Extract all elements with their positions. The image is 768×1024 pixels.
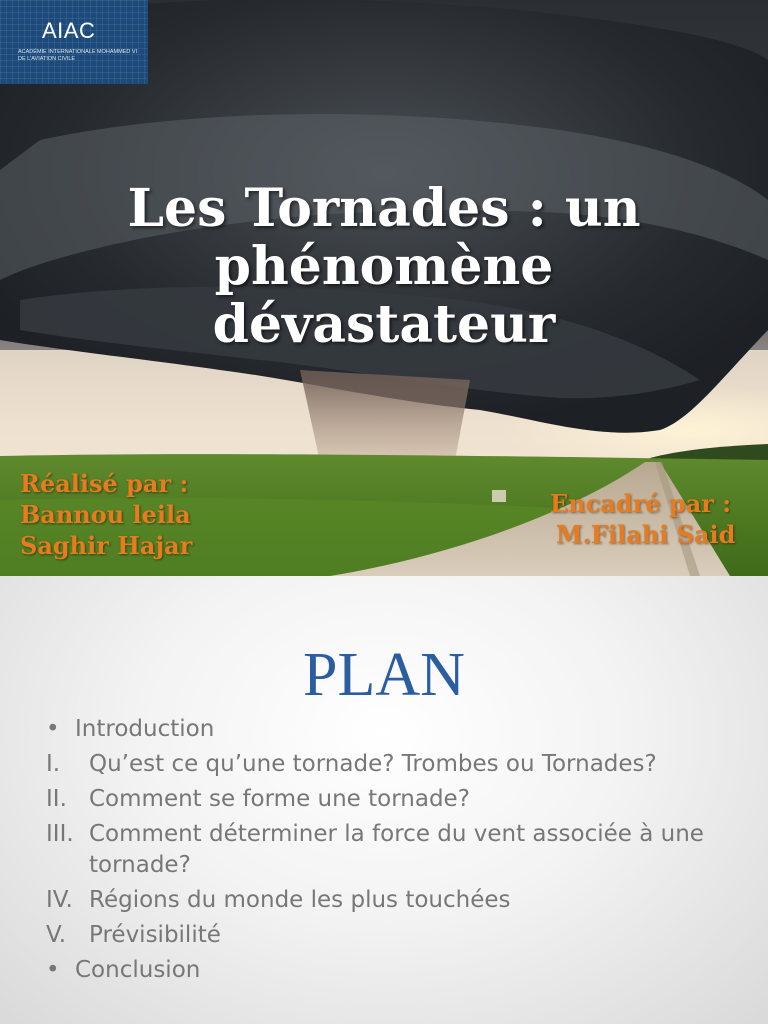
bullet-marker: • bbox=[46, 957, 60, 983]
aiac-logo bbox=[0, 0, 148, 84]
plan-item-text: Prévisibilité bbox=[89, 922, 221, 948]
encadre-label: Encadré par : bbox=[550, 489, 732, 518]
plan-item bbox=[46, 955, 746, 986]
plan-item-text: Qu’est ce qu’une tornade? Trombes ou Tornades? bbox=[89, 751, 657, 777]
plan-slide bbox=[0, 576, 768, 1024]
plan-item-text: Comment se forme une tornade? bbox=[89, 786, 470, 812]
roman-numeral: I. bbox=[46, 751, 61, 777]
authors-block bbox=[20, 468, 192, 561]
plan-item-text: Régions du monde les plus touchées bbox=[89, 887, 511, 913]
author-name: Bannou leila bbox=[20, 500, 191, 529]
logo-subtitle: ACADÉMIE INTERNATIONALE MOHAMMED VI DE L'AVIATION CIVILE bbox=[18, 49, 138, 62]
plan-item-text: Comment déterminer la force du vent associée à une tornade? bbox=[89, 821, 704, 878]
logo-title: AIAC bbox=[42, 18, 96, 43]
roman-numeral: II. bbox=[46, 786, 67, 812]
presentation-title: Les Tornades : un phénomène dévastateur bbox=[127, 178, 641, 355]
realise-label: Réalisé par : bbox=[20, 469, 189, 498]
plan-item-text: Conclusion bbox=[75, 957, 201, 983]
plan-item bbox=[46, 819, 746, 881]
author-name: Saghir Hajar bbox=[20, 531, 193, 560]
bullet-marker: • bbox=[46, 716, 60, 742]
plan-item bbox=[46, 885, 746, 916]
plan-item bbox=[46, 784, 746, 815]
plan-item-text: Introduction bbox=[75, 716, 215, 742]
supervisor-name: M.Filahi Said bbox=[556, 520, 736, 549]
plan-list bbox=[46, 714, 746, 990]
plan-title: PLAN bbox=[303, 641, 465, 709]
roman-numeral: V. bbox=[46, 922, 67, 948]
roman-numeral: III. bbox=[46, 821, 74, 847]
roman-numeral: IV. bbox=[46, 887, 73, 913]
plan-item bbox=[46, 920, 746, 951]
plan-item bbox=[46, 749, 746, 780]
plan-item bbox=[46, 714, 746, 745]
supervisor-block bbox=[550, 488, 735, 550]
